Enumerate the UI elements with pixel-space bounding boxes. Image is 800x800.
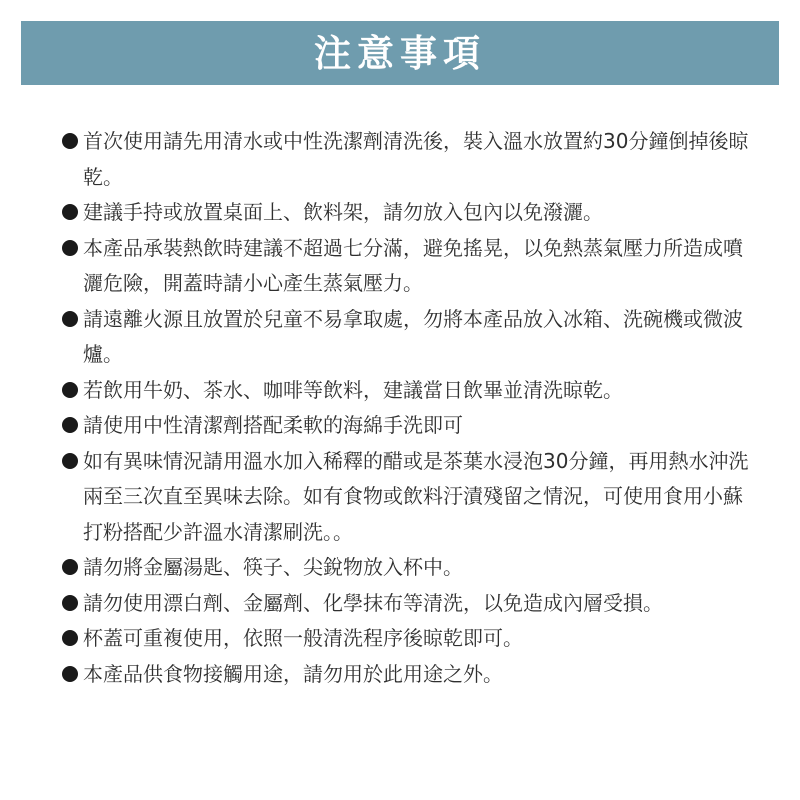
black-circle-bullet-icon <box>62 550 82 575</box>
notice-item <box>62 124 762 195</box>
black-circle-bullet-icon <box>62 586 82 611</box>
notice-text: 本產品承裝熱飲時建議不超過七分滿，避免搖晃，以免熱蒸氣壓力所造成噴灑危險，開蓋時請小心產生蒸氣壓力。 <box>83 235 743 295</box>
notice-item <box>62 444 762 551</box>
black-circle-bullet-icon <box>62 657 82 682</box>
notice-text: 如有異味情況請用溫水加入稀釋的醋或是茶葉水浸泡30分鐘，再用熱水沖洗兩至三次直至異味去除。如有食物或飲料汙漬殘留之情況，可使用食用小蘇打粉搭配少許溫水清潔刷洗。。 <box>83 448 749 544</box>
page-title: 注意事項 <box>314 31 486 75</box>
notice-text: 杯蓋可重複使用，依照一般清洗程序後晾乾即可。 <box>83 626 523 650</box>
notice-list <box>62 124 762 692</box>
notice-text: 建議手持或放置桌面上、飲料架，請勿放入包內以免潑灑。 <box>83 200 603 224</box>
notice-text: 請勿將金屬湯匙、筷子、尖銳物放入杯中。 <box>83 555 463 579</box>
black-circle-bullet-icon <box>62 231 82 256</box>
notice-text: 請勿使用漂白劑、金屬劑、化學抹布等清洗，以免造成內層受損。 <box>83 590 663 615</box>
notice-item <box>62 657 762 693</box>
notice-item <box>62 302 762 373</box>
black-circle-bullet-icon <box>62 124 82 149</box>
black-circle-bullet-icon <box>62 444 82 469</box>
black-circle-bullet-icon <box>62 373 82 398</box>
notice-item <box>62 586 762 622</box>
notice-item <box>62 373 762 409</box>
notice-item <box>62 550 762 586</box>
black-circle-bullet-icon <box>62 195 82 220</box>
header-banner <box>21 21 779 85</box>
notice-text: 首次使用請先用清水或中性洗潔劑清洗後，裝入溫水放置約30分鐘倒掉後晾乾。 <box>83 129 749 189</box>
black-circle-bullet-icon <box>62 408 82 433</box>
notice-item <box>62 408 762 444</box>
notice-item <box>62 621 762 657</box>
black-circle-bullet-icon <box>62 621 82 646</box>
notice-item <box>62 231 762 302</box>
notice-text: 若飲用牛奶、茶水、咖啡等飲料，建議當日飲畢並清洗晾乾。 <box>83 377 623 402</box>
notice-text: 請遠離火源且放置於兒童不易拿取處，勿將本產品放入冰箱、洗碗機或微波爐。 <box>83 306 743 366</box>
notice-text: 本產品供食物接觸用途，請勿用於此用途之外。 <box>83 661 503 686</box>
notice-text: 請使用中性清潔劑搭配柔軟的海綿手洗即可 <box>83 413 463 437</box>
notice-item <box>62 195 762 231</box>
black-circle-bullet-icon <box>62 302 82 327</box>
